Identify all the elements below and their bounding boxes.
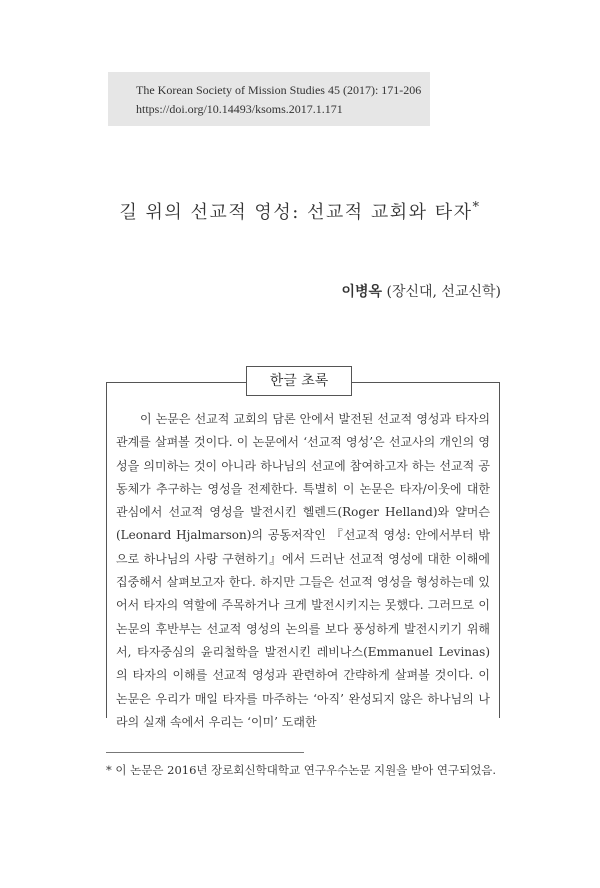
abstract-paragraph: 이 논문은 선교적 교회의 담론 안에서 발전된 선교적 영성과 타자의 관계를 살펴볼 것이다. 이 논문에서 ‘선교적 영성’은 선교사의 개인의 영성을 의미하는 것이 아니라 하나님의 선교에 참여하고자 하는 선교적 공동체가 추구하는 영성을 전제한다. 특별히 이 논문은 타자/이웃에 대한 관심에서 선교적 영성을 발전시킨 헬렌드(Roger Helland)와 얄머슨(Leonard Hjalmarson)의 공동저작인 『선교적 영성: 안에서부터 밖으로 하나님의 사랑 구현하기』에서 드러난 선교적 영성에 대한 이해에 집중해서 살펴보고자 한다. 하지만 그들은 선교적 영성을 형성하는데 있어서 타자의 역할에 주목하거나 크게 발전시키지는 못했다. 그러므로 이 논문의 후반부는 선교적 영성의 논의를 보다 풍성하게 발전시키기 위해서, 타자중심의 윤리철학을 발전시킨 레비나스(Emmanuel Levinas)의 타자의 이해를 선교적 영성과 관련하여 간략하게 살펴볼 것이다. 이 논문은 우리가 매일 타자를 마주하는 ‘아직’ 완성되지 않은 하나님의 나라의 실재 속에서 우리는 ‘이미’ 도래한	[116, 412, 490, 729]
journal-citation: The Korean Society of Mission Studies 45 (2017): 171-206	[136, 83, 422, 97]
abstract-label: 한글 초록	[246, 366, 352, 396]
author-name: 이병옥	[341, 284, 383, 300]
paper-title-text: 길 위의 선교적 영성: 선교적 교회와 타자	[119, 202, 473, 223]
footnote: * 이 논문은 2016년 장로회신학대학교 연구우수논문 지원을 받아 연구되었음.	[106, 763, 497, 777]
journal-doi: https://doi.org/10.14493/ksoms.2017.1.171	[136, 102, 343, 116]
abstract-text	[116, 408, 490, 729]
author-affiliation: (장신대, 선교신학)	[386, 284, 501, 300]
paper-title	[0, 198, 600, 224]
title-footnote-mark: *	[472, 200, 481, 215]
author-line	[341, 281, 501, 301]
footnote-divider	[106, 752, 304, 753]
journal-header	[108, 72, 430, 126]
